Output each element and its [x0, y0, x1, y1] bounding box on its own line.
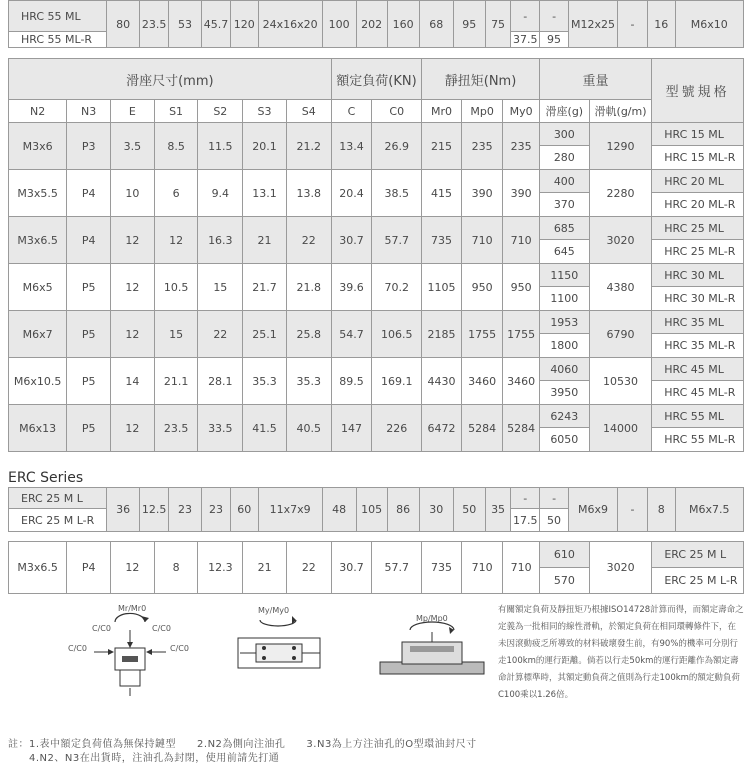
cell: 10530 [589, 358, 651, 405]
cell: 22 [286, 217, 331, 264]
load-direction-diagram [70, 600, 190, 700]
cell: M6x7 [9, 311, 67, 358]
cc-label-side-right: C/C0 [170, 644, 189, 653]
dim-cell: - [511, 488, 540, 509]
cell: M3x5.5 [9, 170, 67, 217]
model-cell: HRC 20 ML [652, 170, 744, 193]
dim-cell: M12x25 [568, 1, 617, 48]
col-header: S3 [243, 100, 287, 123]
cell: 6050 [539, 428, 589, 452]
dim-cell: 160 [387, 1, 419, 48]
cell: 12 [111, 542, 155, 594]
cell: M6x10.5 [9, 358, 67, 405]
dim-cell: 23 [169, 488, 202, 532]
cell: 14000 [589, 405, 651, 452]
table-row [9, 405, 744, 428]
dim-cell: 95 [453, 1, 485, 48]
cell: 70.2 [372, 264, 422, 311]
model-cell: HRC 45 ML [652, 358, 744, 381]
cell: 6790 [589, 311, 651, 358]
cell: 3460 [503, 358, 539, 405]
dim-cell: 17.5 [511, 509, 540, 532]
cell: 22 [286, 542, 331, 594]
cell: 21.8 [286, 264, 331, 311]
dim-cell: 45.7 [202, 1, 231, 48]
dim-cell: 35 [485, 488, 511, 532]
cell: 6 [154, 170, 198, 217]
cell: 3.5 [111, 123, 155, 170]
cell: M6x13 [9, 405, 67, 452]
cell: 35.3 [243, 358, 287, 405]
col-header: N2 [9, 100, 67, 123]
yaw-moment-diagram [230, 604, 330, 684]
cell: 5284 [503, 405, 539, 452]
cell: 1953 [539, 311, 589, 334]
cell: 950 [461, 264, 503, 311]
col-header: 滑座(g) [539, 100, 589, 123]
cell: 390 [503, 170, 539, 217]
static-moment-header: 靜扭矩(Nm) [422, 59, 540, 100]
cell: 147 [331, 405, 372, 452]
cell: 8.5 [154, 123, 198, 170]
dim-cell: - [540, 488, 569, 509]
col-header: My0 [503, 100, 539, 123]
model-cell: HRC 25 ML-R [652, 240, 744, 264]
top-spec-table [8, 0, 744, 48]
cell: 8 [154, 542, 198, 594]
dim-cell: 100 [322, 1, 356, 48]
cell: M3x6.5 [9, 542, 67, 594]
table-row [9, 123, 744, 146]
rating-remark: 有關額定負荷及靜扭矩乃根據ISO14728計算而得，而額定壽命之定義為一批相同的線性滑軌，於額定負荷在相同環轉條件下，在未因滾動疲乏所導致的材料破壞發生前，有90%的機率可分別行走100km的運行距離。倘若以行走50km的運行距離作為額定壽命計算標準時，其額定動負荷之值則為行走100km的額定動負荷C100乘以1.26倍。 [498, 605, 744, 700]
erc-top-table [8, 487, 744, 532]
dim-cell: 16 [647, 1, 675, 48]
erc-bottom-table [8, 541, 744, 594]
cell: 21 [243, 217, 287, 264]
model-spec-header: 型號規格 [652, 59, 744, 123]
model-cell: HRC 55 ML-R [9, 32, 107, 48]
cell: 1290 [589, 123, 651, 170]
cell: 685 [539, 217, 589, 240]
dim-cell: M6x9 [568, 488, 617, 532]
cell: 30.7 [331, 542, 372, 594]
cell: 370 [539, 193, 589, 217]
cell: 11.5 [198, 123, 243, 170]
cell: 35.3 [286, 358, 331, 405]
dim-cell: 68 [419, 1, 453, 48]
cell: 13.1 [243, 170, 287, 217]
slider-size-header: 滑座尺寸(mm) [9, 59, 332, 100]
model-cell: ERC 25 M L [652, 542, 744, 568]
cell: 710 [503, 542, 539, 594]
dim-cell: - [618, 1, 648, 48]
model-cell: HRC 55 ML [9, 1, 107, 32]
weight-header: 重量 [539, 59, 651, 100]
dim-cell: 53 [169, 1, 202, 48]
cell: 25.8 [286, 311, 331, 358]
model-cell: HRC 15 ML [652, 123, 744, 146]
col-header: S2 [198, 100, 243, 123]
dim-cell: 37.5 [511, 32, 540, 48]
table-row [9, 358, 744, 381]
cell: M3x6.5 [9, 217, 67, 264]
cell: 30.7 [331, 217, 372, 264]
cell: 12 [111, 311, 155, 358]
model-cell: HRC 30 ML [652, 264, 744, 287]
dim-cell: 36 [107, 488, 140, 532]
cell: 89.5 [331, 358, 372, 405]
cell: 13.8 [286, 170, 331, 217]
cc-label-left: C/C0 [92, 624, 111, 633]
cell: M6x5 [9, 264, 67, 311]
cell: 5284 [461, 405, 503, 452]
cell: 4380 [589, 264, 651, 311]
cell: 570 [539, 568, 589, 594]
cell: 1150 [539, 264, 589, 287]
col-header: Mr0 [422, 100, 462, 123]
dim-cell: - [511, 1, 540, 32]
cell: 415 [422, 170, 462, 217]
cell: 33.5 [198, 405, 243, 452]
col-header: C [331, 100, 372, 123]
dim-cell: 105 [356, 488, 387, 532]
cell: P3 [67, 123, 111, 170]
cell: 300 [539, 123, 589, 146]
model-cell: HRC 55 ML [652, 405, 744, 428]
cc-label-right: C/C0 [152, 624, 171, 633]
cell: P4 [67, 542, 111, 594]
cell: 735 [422, 542, 462, 594]
cell: P5 [67, 405, 111, 452]
cell: 710 [503, 217, 539, 264]
table-row [9, 264, 744, 287]
cell: 400 [539, 170, 589, 193]
col-header: C0 [372, 100, 422, 123]
model-cell: ERC 25 M L-R [9, 509, 107, 532]
dim-cell: M6x7.5 [675, 488, 743, 532]
footnote-line: 註：1.表中額定負荷值為無保持鏈型 2.N2為側向注油孔 3.N3為上方注油孔的O型環油封尺寸 [8, 739, 477, 750]
dim-cell: 75 [485, 1, 511, 48]
cell: 57.7 [372, 217, 422, 264]
cell: 40.5 [286, 405, 331, 452]
rated-load-header: 額定負荷(KN) [331, 59, 422, 100]
model-cell: HRC 35 ML-R [652, 334, 744, 358]
col-header: E [111, 100, 155, 123]
dim-cell: 8 [647, 488, 675, 532]
dim-cell: 23 [202, 488, 231, 532]
cell: 12.3 [198, 542, 243, 594]
cell: 3950 [539, 381, 589, 405]
cell: 25.1 [243, 311, 287, 358]
cell: 23.5 [154, 405, 198, 452]
cell: 6243 [539, 405, 589, 428]
cell: 710 [461, 217, 503, 264]
cell: 21 [243, 542, 287, 594]
col-header: S1 [154, 100, 198, 123]
dim-cell: - [618, 488, 648, 532]
cell: 235 [461, 123, 503, 170]
cell: 735 [422, 217, 462, 264]
dim-cell: 11x7x9 [258, 488, 322, 532]
dim-cell: 60 [230, 488, 258, 532]
mp-label: Mp/Mp0 [416, 614, 448, 623]
cell: 2280 [589, 170, 651, 217]
yaw-diagram-svg [230, 604, 330, 684]
cell: 2185 [422, 311, 462, 358]
cell: 10 [111, 170, 155, 217]
cell: P4 [67, 217, 111, 264]
cell: 39.6 [331, 264, 372, 311]
dim-cell: 48 [322, 488, 356, 532]
cell: 1105 [422, 264, 462, 311]
cell: P5 [67, 311, 111, 358]
dim-cell: 12.5 [140, 488, 169, 532]
model-cell: ERC 25 M L [9, 488, 107, 509]
cell: 3460 [461, 358, 503, 405]
cell: 390 [461, 170, 503, 217]
cell: 20.1 [243, 123, 287, 170]
cell: 26.9 [372, 123, 422, 170]
cc-label-side-left: C/C0 [68, 644, 87, 653]
table-row [9, 170, 744, 193]
cell: 9.4 [198, 170, 243, 217]
main-spec-table [8, 58, 744, 452]
dim-cell: 120 [230, 1, 258, 48]
mr-label: Mr/Mr0 [118, 604, 147, 613]
table-row [9, 311, 744, 334]
cell: 22 [198, 311, 243, 358]
cell: 215 [422, 123, 462, 170]
cell: 280 [539, 146, 589, 170]
cell: 1755 [461, 311, 503, 358]
dim-cell: 50 [540, 509, 569, 532]
cell: 38.5 [372, 170, 422, 217]
cell: 3020 [589, 217, 651, 264]
dim-cell: M6x10 [675, 1, 743, 48]
cell: 4060 [539, 358, 589, 381]
dim-cell: 24x16x20 [258, 1, 322, 48]
col-header: N3 [67, 100, 111, 123]
model-cell: HRC 15 ML-R [652, 146, 744, 170]
cell: 106.5 [372, 311, 422, 358]
table-row [9, 217, 744, 240]
cell: 12 [111, 217, 155, 264]
cell: 21.2 [286, 123, 331, 170]
cell: 21.7 [243, 264, 287, 311]
cell: 54.7 [331, 311, 372, 358]
model-cell: HRC 20 ML-R [652, 193, 744, 217]
cell: 20.4 [331, 170, 372, 217]
cell: 41.5 [243, 405, 287, 452]
dim-cell: 86 [387, 488, 419, 532]
dim-cell: - [540, 1, 569, 32]
cell: 16.3 [198, 217, 243, 264]
main-table-body [9, 123, 744, 452]
cell: 3020 [589, 542, 651, 594]
cell: P5 [67, 358, 111, 405]
dim-cell: 30 [419, 488, 453, 532]
col-header: Mp0 [461, 100, 503, 123]
dim-cell: 202 [356, 1, 387, 48]
cell: 169.1 [372, 358, 422, 405]
footnote-line: 4.N2、N3在出貨時，注油孔為封閉，使用前請先打通 [8, 753, 280, 764]
col-header: 滑軌(g/m) [589, 100, 651, 123]
dim-cell: 50 [453, 488, 485, 532]
model-cell: HRC 55 ML-R [652, 428, 744, 452]
erc-series-title: ERC Series [8, 470, 84, 486]
cell: 226 [372, 405, 422, 452]
cell: 710 [461, 542, 503, 594]
dim-cell: 95 [540, 32, 569, 48]
cell: 645 [539, 240, 589, 264]
cell: 1755 [503, 311, 539, 358]
cell: 4430 [422, 358, 462, 405]
cell: 57.7 [372, 542, 422, 594]
cell: 12 [154, 217, 198, 264]
model-cell: HRC 25 ML [652, 217, 744, 240]
model-cell: HRC 35 ML [652, 311, 744, 334]
my-label: My/My0 [258, 606, 290, 615]
cell: 12 [111, 264, 155, 311]
cell: 950 [503, 264, 539, 311]
cell: M3x6 [9, 123, 67, 170]
dim-cell: 80 [107, 1, 140, 48]
cell: P5 [67, 264, 111, 311]
col-header: S4 [286, 100, 331, 123]
cell: 235 [503, 123, 539, 170]
cell: 15 [154, 311, 198, 358]
cell: 610 [539, 542, 589, 568]
cell: 1800 [539, 334, 589, 358]
cell: 15 [198, 264, 243, 311]
footnotes [8, 738, 477, 766]
cell: 1100 [539, 287, 589, 311]
pitch-moment-diagram [376, 608, 488, 688]
cell: P4 [67, 170, 111, 217]
model-cell: HRC 45 ML-R [652, 381, 744, 405]
cell: 14 [111, 358, 155, 405]
model-cell: HRC 30 ML-R [652, 287, 744, 311]
cell: 12 [111, 405, 155, 452]
model-cell: ERC 25 M L-R [652, 568, 744, 594]
cell: 6472 [422, 405, 462, 452]
cell: 10.5 [154, 264, 198, 311]
cell: 28.1 [198, 358, 243, 405]
dim-cell: 23.5 [140, 1, 169, 48]
cell: 21.1 [154, 358, 198, 405]
cell: 13.4 [331, 123, 372, 170]
